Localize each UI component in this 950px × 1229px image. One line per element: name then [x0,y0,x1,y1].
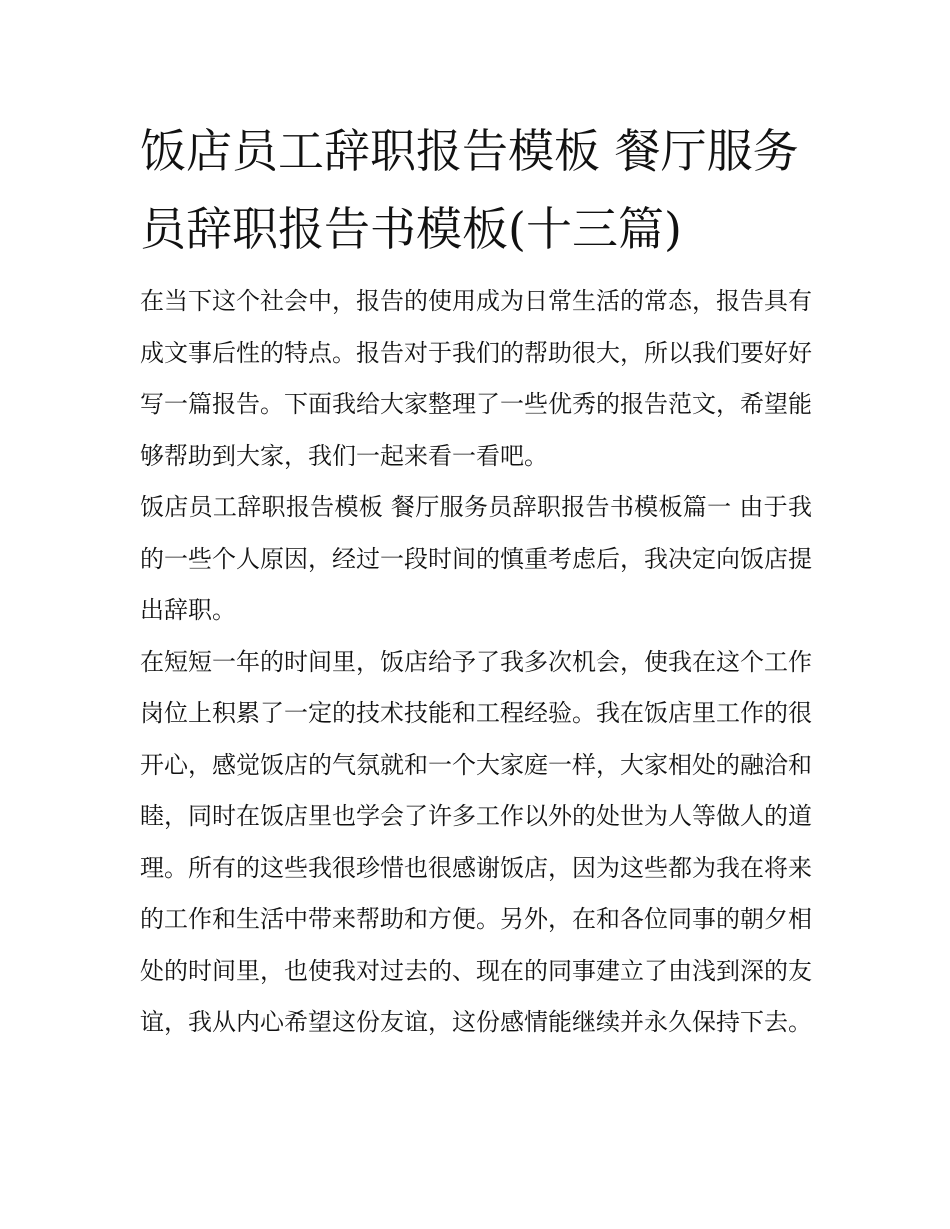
paragraph-gratitude: 在短短一年的时间里，饭店给予了我多次机会，使我在这个工作岗位上积累了一定的技术技能和工程经验。我在饭店里工作的很开心，感觉饭店的气氛就和一个大家庭一样，大家相处的融洽和睦，同时在饭店里也学会了许多工作以外的处世为人等做人的道理。所有的这些我很珍惜也很感谢饭店，因为这些都为我在将来的工作和生活中带来帮助和方便。另外，在和各位同事的朝夕相处的时间里，也使我对过去的、现在的同事建立了由浅到深的友谊，我从内心希望这份友谊，这份感情能继续并永久保持下去。 [140,647,812,1036]
paragraph-intro: 在当下这个社会中，报告的使用成为日常生活的常态，报告具有成文事后性的特点。报告对于我们的帮助很大，所以我们要好好写一篇报告。下面我给大家整理了一些优秀的报告范文，希望能够帮助到大家，我们一起来看一看吧。 [140,287,812,470]
paragraph-resignation-reason: 饭店员工辞职报告模板 餐厅服务员辞职报告书模板篇一 由于我的一些个人原因，经过一段时间的慎重考虑后，我决定向饭店提出辞职。 [140,493,812,624]
document-title: 饭店员工辞职报告模板 餐厅服务员辞职报告书模板(十三篇) [140,124,799,256]
document-body [140,112,812,1049]
